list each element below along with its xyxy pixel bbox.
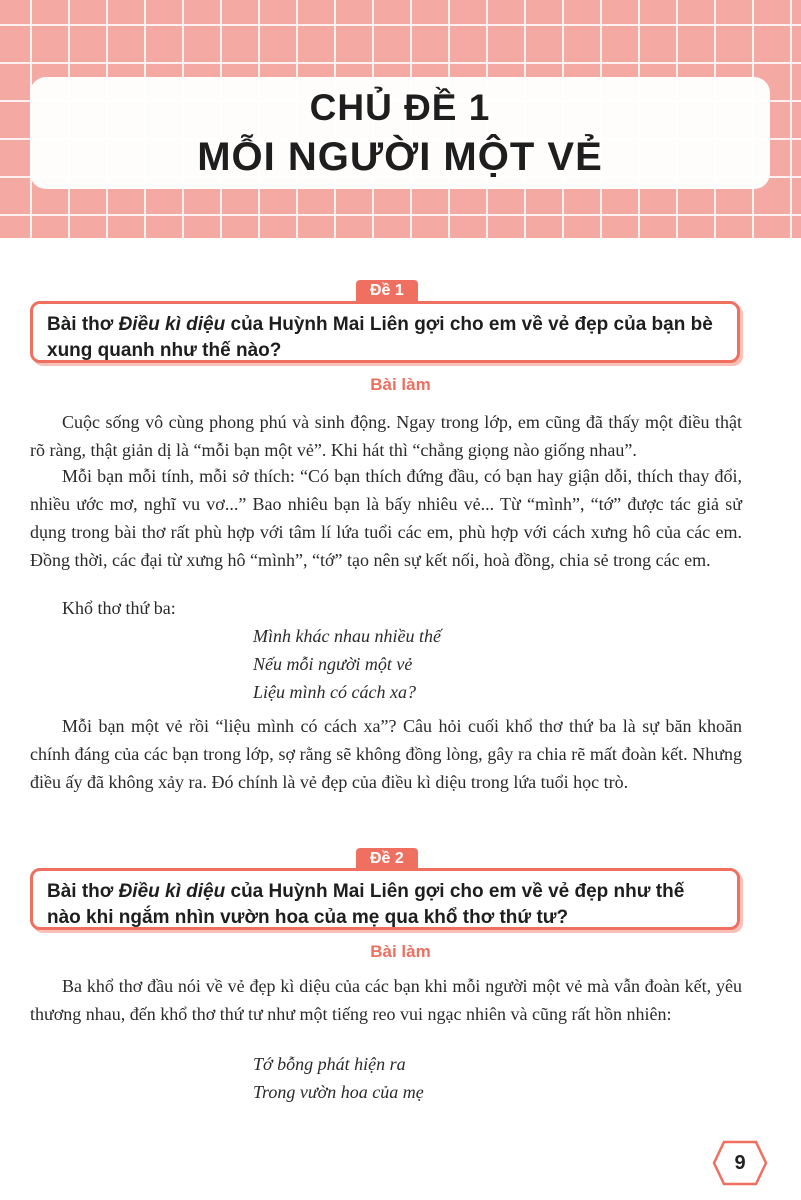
verse-line: Liệu mình có cách xa? xyxy=(253,682,416,702)
page-number-badge xyxy=(712,1140,768,1186)
verse-line: Mình khác nhau nhiều thế xyxy=(253,626,441,646)
prompt-1-poem-title: Điều kì diệu xyxy=(118,314,226,335)
verse-line: Nếu mỗi người một vẻ xyxy=(253,654,413,674)
section1-paragraph-2: Mỗi bạn mỗi tính, mỗi sở thích: “Có bạn thích đứng đầu, có bạn hay giận dỗi, thích thay đổi, nhiều ước mơ, nghĩ vu vơ...” Bao nhiêu bạn là bấy nhiêu vẻ... Từ “mình”, “tớ” được tác giả sử dụng trong bài thơ rất phù hợp với tâm lí lứa tuổi các em, phù hợp với cách xưng hô của các em. Đồng thời, các đại từ xưng hô “mình”, “tớ” tạo nên sự kết nối, hoà đồng, chia sẻ trong các em. xyxy=(30,466,742,570)
prompt-2-end: của Huỳnh Mai Liên gợi cho em về vẻ đẹp như thế nào khi ngắm nhìn vườn hoa của mẹ qua khổ thơ thứ tư? xyxy=(47,881,685,928)
section1-paragraph-4: Mỗi bạn một vẻ rồi “liệu mình có cách xa”? Câu hỏi cuối khổ thơ thứ ba là sự băn khoăn chính đáng của các bạn trong lớp, sợ rằng sẽ không đồng lòng, gây ra chia rẽ mất đoàn kết. Nhưng điều ấy đã không xảy ra. Đó chính là vẻ đẹp của điều kì diệu trong lứa tuổi học trò. xyxy=(30,716,742,792)
prompt-2-start: Bài thơ xyxy=(47,881,119,902)
section1-paragraph-1: Cuộc sống vô cùng phong phú và sinh động. Ngay trong lớp, em cũng đã thấy một điều thật rõ ràng, thật giản dị là “mỗi bạn một vẻ”. Khi hát thì “chẳng giọng nào giống nhau”. xyxy=(30,412,742,460)
topic-title-box xyxy=(30,77,770,189)
answer-heading-2: Bài làm xyxy=(370,942,431,961)
section2-paragraph-1: Ba khổ thơ đầu nói về vẻ đẹp kì diệu của các bạn khi mỗi người một vẻ mà vẫn đoàn kết, yêu thương nhau, đến khổ thơ thứ tư như một tiếng reo vui ngạc nhiên và cũng rất hồn nhiên: xyxy=(30,976,742,1024)
exercise-tag-2: Đề 2 xyxy=(356,848,418,870)
answer-heading-1: Bài làm xyxy=(370,375,431,394)
prompt-1-start: Bài thơ xyxy=(47,314,119,335)
exercise-prompt-1 xyxy=(30,301,740,363)
exercise-tag-1: Đề 1 xyxy=(356,280,418,302)
page-number: 9 xyxy=(734,1152,746,1174)
prompt-1-end: của Huỳnh Mai Liên gợi cho em về vẻ đẹp của bạn bè xung quanh như thế nào? xyxy=(47,314,713,361)
section1-paragraph-3: Khổ thơ thứ ba: xyxy=(62,598,176,618)
topic-label: CHỦ ĐỀ 1 xyxy=(309,87,491,128)
topic-title: MỖI NGƯỜI MỘT VẺ xyxy=(197,135,603,179)
verse-line: Tớ bỗng phát hiện ra xyxy=(253,1054,406,1074)
exercise-prompt-2 xyxy=(30,868,740,930)
prompt-2-poem-title: Điều kì diệu xyxy=(118,881,226,902)
verse-line: Trong vườn hoa của mẹ xyxy=(253,1082,424,1102)
